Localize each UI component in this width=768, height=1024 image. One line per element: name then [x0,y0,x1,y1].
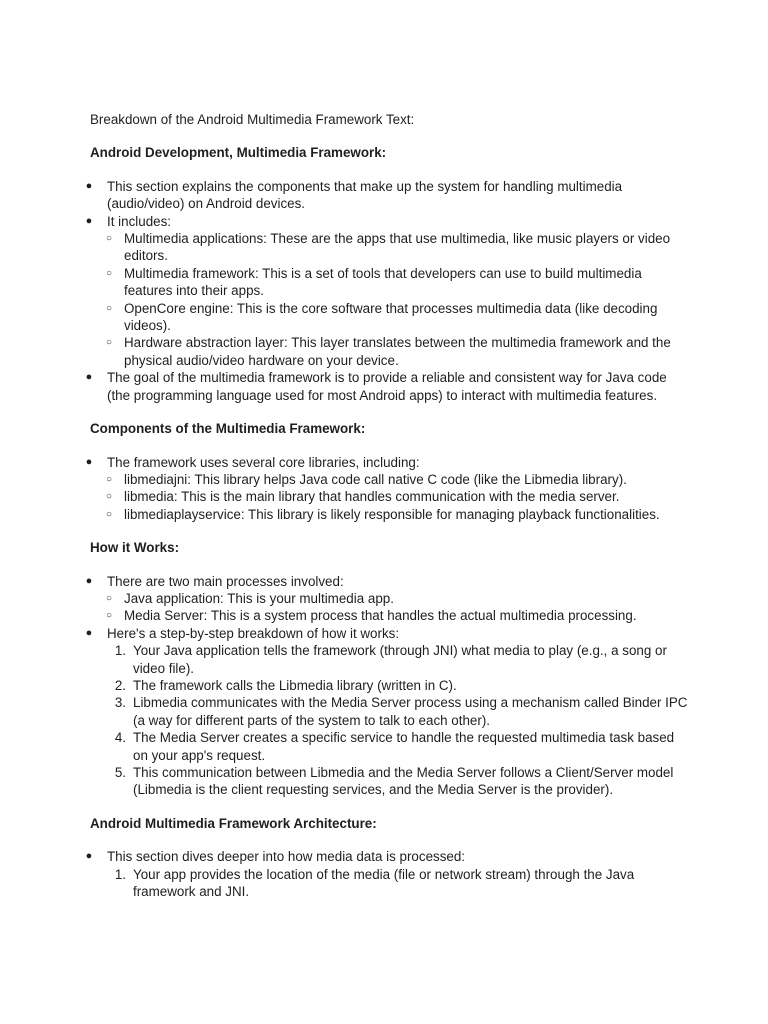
sub-bullet-item [107,488,690,505]
sub-bullet-text: Multimedia applications: These are the apps that use multimedia, like music players or video editors. [124,231,671,264]
bullet-item [87,573,690,625]
circle-bullet-icon: ○ [105,473,113,485]
sub-bullet-text: libmediaplayservice: This library is likely responsible for managing playback functionalities. [124,506,660,522]
bullet-text: The goal of the multimedia framework is to provide a reliable and consistent way for Java code (the programming language used for most Android apps) to interact with multimedia features. [107,370,667,403]
step-number: 2. [114,677,126,693]
circle-bullet-icon: ○ [105,267,113,279]
bullet-item [87,369,690,404]
sub-bullet-item [107,265,690,300]
bullet-list [87,573,690,799]
sub-bullet-item [107,590,690,607]
circle-bullet-icon: ○ [105,610,113,622]
sub-bullet-item [107,300,690,335]
bullet-item [87,454,690,524]
bullet-text: This section explains the components that make up the system for handling multimedia (audio/video) on Android devices. [107,178,623,212]
step-text: Your Java application tells the framework (through JNI) what media to play (e.g., a song or video file). [133,643,667,676]
bullet-text: There are two main processes involved: [107,573,344,589]
circle-bullet-icon: ○ [105,508,113,520]
bullet-item [87,213,690,370]
sub-bullet-text: Multimedia framework: This is a set of tools that developers can use to build multimedia features into their apps. [124,265,642,299]
sub-bullet-item [107,471,690,488]
numbered-item [114,866,690,901]
numbered-item [114,729,690,764]
numbered-list [114,866,690,901]
circle-bullet-icon: ○ [105,491,113,503]
sub-bullet-item [107,607,690,624]
numbered-item [114,677,690,694]
numbered-item [114,642,690,677]
document-body [85,111,690,916]
section-heading: Android Multimedia Framework Architecture: [90,815,377,831]
sub-bullet-text: libmediajni: This library helps Java code call native C code (like the Libmedia library). [124,471,627,487]
sub-bullet-list [107,590,690,625]
bullet-text: Here's a step-by-step breakdown of how it works: [107,625,400,641]
section-heading: Components of the Multimedia Framework: [90,421,366,437]
circle-bullet-icon: ○ [105,233,113,245]
step-number: 4. [114,730,126,746]
circle-bullet-icon: ○ [105,592,113,604]
sub-bullet-text: OpenCore engine: This is the core software that processes multimedia data (like decoding videos). [124,300,658,334]
step-text: The framework calls the Libmedia library (written in C). [133,677,457,693]
bullet-icon: ● [85,371,93,384]
step-number: 1. [114,643,126,659]
sub-bullet-item [107,334,690,369]
bullet-icon: ● [85,626,93,639]
bullet-icon: ● [85,850,93,863]
step-text: The Media Server creates a specific service to handle the requested multimedia task based on your app's request. [133,730,675,763]
step-text: This communication between Libmedia and the Media Server follows a Client/Server model (Libmedia is the client requesting services, and the Media Server is the provider). [133,765,674,798]
numbered-item [114,694,690,729]
step-number: 1. [114,866,126,882]
sub-bullet-text: Hardware abstraction layer: This layer translates between the multimedia framework and the physical audio/video hardware on your device. [124,335,671,368]
circle-bullet-icon: ○ [105,337,113,349]
numbered-item [114,764,690,799]
sub-bullet-item [107,506,690,523]
bullet-text: This section dives deeper into how media data is processed: [107,849,466,865]
bullet-list [87,848,690,900]
bullet-item [87,848,690,900]
bullet-list [87,454,690,524]
bullet-icon: ● [85,455,93,468]
sub-bullet-list [107,230,690,369]
sub-bullet-list [107,471,690,523]
bullet-icon: ● [85,179,93,192]
section-heading: Android Development, Multimedia Framework: [90,145,387,161]
section-heading: How it Works: [90,540,180,556]
bullet-item [87,178,690,213]
sub-bullet-text: Media Server: This is a system process that handles the actual multimedia processing. [124,608,637,624]
bullet-icon: ● [85,214,93,227]
sub-bullet-text: libmedia: This is the main library that handles communication with the media server. [124,489,620,505]
step-text: Libmedia communicates with the Media Server process using a mechanism called Binder IPC (a way for different parts of the system to talk to each other). [133,695,688,728]
step-text: Your app provides the location of the media (file or network stream) through the Java framework and JNI. [133,866,635,900]
bullet-item [87,625,690,799]
sub-bullet-text: Java application: This is your multimedia app. [124,590,394,606]
bullet-text: It includes: [107,213,172,229]
bullet-icon: ● [85,574,93,587]
numbered-list [114,642,690,799]
circle-bullet-icon: ○ [105,302,113,314]
step-number: 3. [114,695,126,711]
sub-bullet-item [107,230,690,265]
bullet-list [87,178,690,404]
document-intro: Breakdown of the Android Multimedia Framework Text: [90,112,415,127]
bullet-text: The framework uses several core libraries, including: [107,454,420,470]
step-number: 5. [114,765,126,780]
